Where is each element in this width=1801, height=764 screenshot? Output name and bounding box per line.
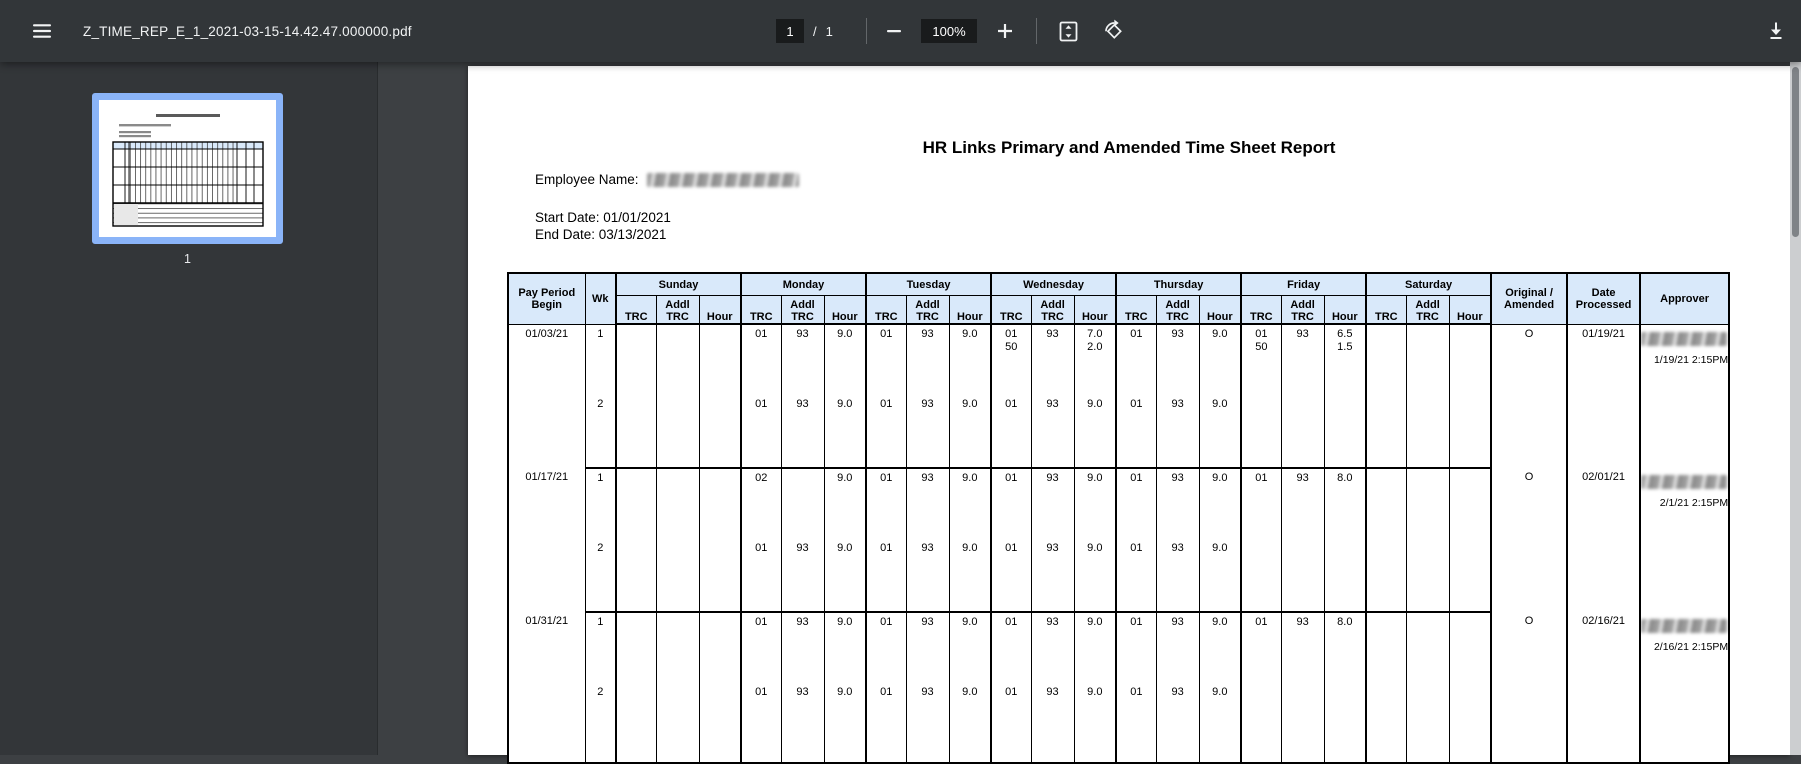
day-value-cell <box>699 683 741 763</box>
day-value-cell <box>1406 324 1449 395</box>
page-number-input[interactable]: 1 <box>776 19 804 43</box>
pay-period-begin-cell: 01/17/21 <box>508 468 585 612</box>
day-value-cell <box>699 395 741 468</box>
day-value-cell: 9.0 <box>824 468 866 539</box>
day-value-cell: 9.0 <box>824 612 866 683</box>
col-subheader: Addl TRC <box>906 296 949 325</box>
day-value-cell: 6.5 1.5 <box>1324 324 1366 395</box>
day-value-cell <box>1324 539 1366 612</box>
day-value-cell: 93 <box>1156 468 1199 539</box>
pdf-toolbar <box>0 0 1801 62</box>
day-value-cell: 01 <box>741 683 781 763</box>
pay-period-week1-row <box>508 612 1729 683</box>
day-value-cell: 01 <box>866 324 906 395</box>
date-processed-cell: 02/16/21 <box>1567 612 1640 763</box>
col-subheader: TRC <box>1116 296 1156 325</box>
download-button[interactable] <box>1762 0 1790 62</box>
day-value-cell: 01 <box>1241 612 1281 683</box>
col-header-day: Sunday <box>616 273 741 296</box>
col-subheader: Addl TRC <box>781 296 824 325</box>
day-value-cell <box>1366 324 1406 395</box>
approver-timestamp: 2/1/21 2:15PM <box>1659 497 1729 509</box>
rotate-ccw-icon <box>1101 18 1127 44</box>
day-value-cell: 9.0 <box>1199 468 1241 539</box>
col-subheader: Hour <box>699 296 741 325</box>
day-value-cell: 01 <box>866 395 906 468</box>
col-subheader: Addl TRC <box>1406 296 1449 325</box>
page-controls <box>776 0 833 62</box>
day-value-cell: 93 <box>781 539 824 612</box>
day-value-cell: 9.0 <box>824 539 866 612</box>
day-value-cell <box>656 324 699 395</box>
day-value-cell <box>616 612 656 683</box>
day-value-cell <box>1324 683 1366 763</box>
day-value-cell <box>1241 539 1281 612</box>
day-value-cell <box>616 395 656 468</box>
day-value-cell: 01 <box>991 683 1031 763</box>
fit-page-icon <box>1056 19 1081 44</box>
zoom-in-button[interactable] <box>991 0 1019 62</box>
day-value-cell: 93 <box>781 395 824 468</box>
col-subheader: TRC <box>991 296 1031 325</box>
pay-period-begin-cell: 01/31/21 <box>508 612 585 763</box>
col-subheader: Hour <box>949 296 991 325</box>
day-value-cell: 93 <box>1156 324 1199 395</box>
pay-period-week1-row <box>508 468 1729 539</box>
menu-button[interactable] <box>24 0 60 62</box>
week-number-cell: 1 <box>585 324 616 395</box>
col-subheader: Hour <box>1324 296 1366 325</box>
day-value-cell: 9.0 <box>949 539 991 612</box>
day-value-cell: 93 <box>1031 324 1074 395</box>
day-value-cell: 01 <box>866 468 906 539</box>
col-subheader: TRC <box>866 296 906 325</box>
day-value-cell: 93 <box>1031 683 1074 763</box>
day-value-cell <box>699 612 741 683</box>
employee-name-label: Employee Name: <box>535 172 639 187</box>
rotate-button[interactable] <box>1100 0 1128 62</box>
day-value-cell <box>1449 324 1491 395</box>
day-value-cell: 9.0 <box>1199 683 1241 763</box>
scrollbar-thumb[interactable] <box>1792 67 1799 237</box>
col-subheader: Hour <box>1449 296 1491 325</box>
day-value-cell: 01 <box>991 468 1031 539</box>
day-value-cell: 01 <box>741 612 781 683</box>
day-value-cell: 93 <box>1031 612 1074 683</box>
day-value-cell: 01 <box>991 395 1031 468</box>
day-value-cell: 01 <box>1116 539 1156 612</box>
week-number-cell: 1 <box>585 612 616 683</box>
day-value-cell <box>699 539 741 612</box>
day-value-cell: 93 <box>781 683 824 763</box>
day-value-cell: 93 <box>1031 539 1074 612</box>
report-title: HR Links Primary and Amended Time Sheet Report <box>922 138 1336 157</box>
day-value-cell <box>1324 395 1366 468</box>
fit-to-page-button[interactable] <box>1054 0 1082 62</box>
zoom-out-button[interactable] <box>880 0 908 62</box>
day-value-cell: 01 <box>866 539 906 612</box>
day-value-cell: 01 <box>991 612 1031 683</box>
day-value-cell: 01 <box>741 324 781 395</box>
day-value-cell <box>781 468 824 539</box>
approver-cell <box>1640 324 1729 468</box>
day-value-cell: 93 <box>906 468 949 539</box>
day-value-cell: 93 <box>1156 683 1199 763</box>
day-value-cell: 93 <box>906 395 949 468</box>
col-header-original-amended: Original / Amended <box>1491 273 1567 324</box>
date-processed-cell: 02/01/21 <box>1567 468 1640 612</box>
day-value-cell: 93 <box>781 612 824 683</box>
col-header-day: Thursday <box>1116 273 1241 296</box>
download-icon <box>1764 19 1788 43</box>
day-value-cell <box>1281 539 1324 612</box>
date-processed-cell: 01/19/21 <box>1567 324 1640 468</box>
col-header-day: Wednesday <box>991 273 1116 296</box>
thumbnail-page-number: 1 <box>184 252 191 266</box>
col-subheader: Hour <box>1074 296 1116 325</box>
col-subheader: Addl TRC <box>1156 296 1199 325</box>
day-value-cell <box>1406 612 1449 683</box>
minus-icon <box>882 19 906 43</box>
day-value-cell: 9.0 <box>1074 468 1116 539</box>
day-value-cell: 9.0 <box>949 468 991 539</box>
week-number-cell: 1 <box>585 468 616 539</box>
day-value-cell: 9.0 <box>1199 395 1241 468</box>
day-value-cell <box>1366 683 1406 763</box>
col-subheader: TRC <box>1241 296 1281 325</box>
timesheet-body <box>508 324 1729 763</box>
col-header-wk: Wk <box>585 273 616 324</box>
day-value-cell <box>1406 395 1449 468</box>
day-value-cell: 9.0 <box>949 324 991 395</box>
day-value-cell: 8.0 <box>1324 468 1366 539</box>
thumbnail-sidebar <box>0 62 378 755</box>
day-value-cell: 01 <box>1116 468 1156 539</box>
approver-cell <box>1640 612 1729 763</box>
day-value-cell: 01 50 <box>1241 324 1281 395</box>
day-value-cell <box>699 324 741 395</box>
col-header-pay-period: Pay Period Begin <box>508 273 585 324</box>
original-amended-cell: O <box>1491 612 1567 763</box>
toolbar-separator <box>1036 18 1037 44</box>
original-amended-cell: O <box>1491 468 1567 612</box>
week-number-cell: 2 <box>585 539 616 612</box>
start-date: Start Date: 01/01/2021 <box>535 210 671 225</box>
week-number-cell: 2 <box>585 395 616 468</box>
day-value-cell: 93 <box>906 324 949 395</box>
day-value-cell: 01 <box>1116 395 1156 468</box>
week-number-cell: 2 <box>585 683 616 763</box>
redacted-approver-name <box>1641 332 1727 346</box>
day-value-cell: 01 50 <box>991 324 1031 395</box>
day-value-cell: 01 <box>1116 683 1156 763</box>
col-header-approver: Approver <box>1640 273 1729 324</box>
day-value-cell <box>1241 395 1281 468</box>
day-value-cell <box>1281 395 1324 468</box>
day-value-cell <box>656 612 699 683</box>
day-value-cell: 9.0 <box>1074 395 1116 468</box>
day-value-cell <box>656 683 699 763</box>
day-value-cell: 9.0 <box>824 683 866 763</box>
col-subheader: TRC <box>616 296 656 325</box>
day-value-cell <box>1366 468 1406 539</box>
day-value-cell: 01 <box>1116 612 1156 683</box>
col-header-day: Saturday <box>1366 273 1491 296</box>
toolbar-separator <box>866 18 867 44</box>
day-value-cell: 93 <box>1281 324 1324 395</box>
redacted-approver-name <box>1641 475 1727 489</box>
day-value-cell: 9.0 <box>1199 324 1241 395</box>
col-subheader: Hour <box>824 296 866 325</box>
day-value-cell: 93 <box>1156 395 1199 468</box>
col-header-day: Tuesday <box>866 273 991 296</box>
day-value-cell: 8.0 <box>1324 612 1366 683</box>
day-value-cell: 9.0 <box>949 612 991 683</box>
col-header-day: Monday <box>741 273 866 296</box>
day-value-cell: 01 <box>741 539 781 612</box>
day-value-cell: 93 <box>1031 468 1074 539</box>
day-value-cell <box>1281 683 1324 763</box>
day-value-cell: 93 <box>1156 612 1199 683</box>
col-header-day: Friday <box>1241 273 1366 296</box>
col-header-date-processed: Date Processed <box>1567 273 1640 324</box>
day-value-cell: 9.0 <box>949 395 991 468</box>
page-divider: / <box>813 23 817 39</box>
day-value-cell: 9.0 <box>949 683 991 763</box>
day-value-cell: 9.0 <box>1199 539 1241 612</box>
pay-period-week1-row <box>508 324 1729 395</box>
day-value-cell: 9.0 <box>1199 612 1241 683</box>
day-value-cell: 93 <box>906 612 949 683</box>
day-value-cell: 7.0 2.0 <box>1074 324 1116 395</box>
page-thumbnail[interactable] <box>92 93 283 244</box>
day-value-cell <box>1366 539 1406 612</box>
day-value-cell <box>1449 395 1491 468</box>
day-value-cell: 9.0 <box>1074 683 1116 763</box>
day-value-cell <box>1449 468 1491 539</box>
col-subheader: TRC <box>741 296 781 325</box>
redacted-approver-name <box>1641 619 1727 633</box>
day-value-cell: 9.0 <box>824 324 866 395</box>
day-value-cell: 01 <box>1241 468 1281 539</box>
plus-icon <box>993 19 1017 43</box>
day-value-cell: 9.0 <box>1074 612 1116 683</box>
day-value-cell <box>656 395 699 468</box>
zoom-level[interactable]: 100% <box>921 0 977 62</box>
day-value-cell <box>656 468 699 539</box>
col-subheader: TRC <box>1366 296 1406 325</box>
day-value-cell <box>616 324 656 395</box>
day-value-cell <box>699 468 741 539</box>
timesheet-header <box>508 273 1729 324</box>
day-value-cell <box>616 683 656 763</box>
vertical-scrollbar <box>1790 62 1801 755</box>
day-value-cell <box>656 539 699 612</box>
original-amended-cell: O <box>1491 324 1567 468</box>
day-value-cell: 93 <box>781 324 824 395</box>
day-value-cell: 02 <box>741 468 781 539</box>
approver-timestamp: 2/16/21 2:15PM <box>1653 641 1729 653</box>
timesheet-table-wrap <box>507 272 1730 764</box>
day-value-cell <box>1406 683 1449 763</box>
day-value-cell <box>1406 539 1449 612</box>
timesheet-header-row <box>508 273 1729 296</box>
day-value-cell <box>1449 683 1491 763</box>
thumbnail-preview <box>99 100 276 237</box>
redacted-employee-name <box>647 173 799 187</box>
day-value-cell: 9.0 <box>824 395 866 468</box>
day-value-cell: 01 <box>866 612 906 683</box>
pay-period-begin-cell: 01/03/21 <box>508 324 585 468</box>
day-value-cell: 01 <box>866 683 906 763</box>
day-value-cell: 93 <box>1156 539 1199 612</box>
employee-name-line <box>535 172 799 187</box>
day-value-cell: 01 <box>1116 324 1156 395</box>
day-value-cell <box>616 539 656 612</box>
day-value-cell: 93 <box>906 683 949 763</box>
approver-cell <box>1640 468 1729 612</box>
page-total: 1 <box>825 23 833 39</box>
day-value-cell <box>616 468 656 539</box>
day-value-cell <box>1406 468 1449 539</box>
col-subheader: Addl TRC <box>656 296 699 325</box>
day-value-cell <box>1449 612 1491 683</box>
col-subheader: Addl TRC <box>1281 296 1324 325</box>
day-value-cell: 93 <box>906 539 949 612</box>
day-value-cell: 01 <box>991 539 1031 612</box>
col-subheader: Hour <box>1199 296 1241 325</box>
timesheet-table <box>507 272 1730 764</box>
approver-timestamp: 1/19/21 2:15PM <box>1653 353 1729 366</box>
day-value-cell <box>1366 395 1406 468</box>
day-value-cell <box>1366 612 1406 683</box>
document-filename: Z_TIME_REP_E_1_2021-03-15-14.42.47.000000.pdf <box>83 23 412 39</box>
pdf-page <box>468 66 1790 755</box>
day-value-cell: 93 <box>1281 612 1324 683</box>
col-subheader: Addl TRC <box>1031 296 1074 325</box>
day-value-cell: 9.0 <box>1074 539 1116 612</box>
day-value-cell <box>1449 539 1491 612</box>
day-value-cell: 01 <box>741 395 781 468</box>
day-value-cell <box>1241 683 1281 763</box>
day-value-cell: 93 <box>1281 468 1324 539</box>
hamburger-icon <box>30 19 54 43</box>
day-value-cell: 93 <box>1031 395 1074 468</box>
end-date: End Date: 03/13/2021 <box>535 227 667 242</box>
